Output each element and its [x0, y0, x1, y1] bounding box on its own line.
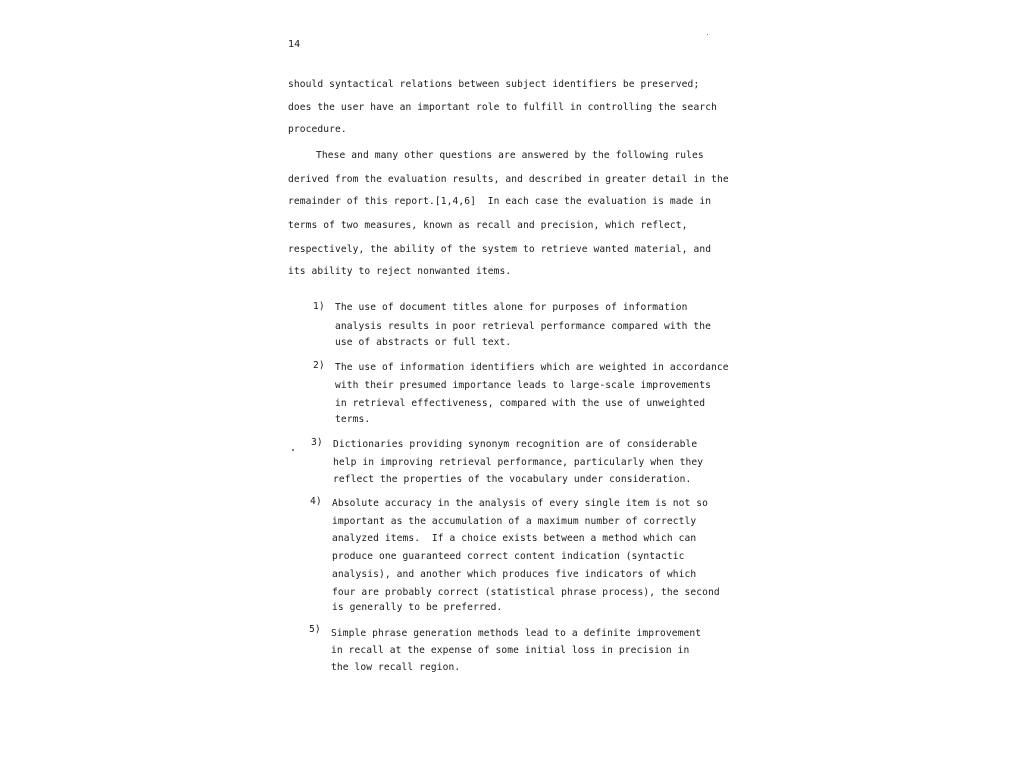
rule-line: terms.	[335, 414, 371, 425]
rule-line: Dictionaries providing synonym recognition are of considerable	[333, 439, 698, 450]
paragraph-line: respectively, the ability of the system to retrieve wanted material, and	[288, 244, 712, 255]
paragraph-line: terms of two measures, known as recall and precision, which reflect,	[288, 220, 688, 231]
rule-line: produce one guaranteed correct content indication (syntactic	[332, 551, 685, 562]
intro-line: procedure.	[288, 124, 347, 135]
rule-number: 4)	[310, 496, 322, 507]
rule-line: help in improving retrieval performance, particularly when they	[333, 457, 704, 468]
rule-line: analysis results in poor retrieval performance compared with the	[335, 321, 712, 332]
rule-number: 2)	[313, 360, 325, 371]
paragraph-line: remainder of this report.[1,4,6] In each case the evaluation is made in	[288, 196, 712, 207]
rule-line: in retrieval effectiveness, compared with the use of unweighted	[335, 398, 706, 409]
rule-line: four are probably correct (statistical phrase process), the second	[332, 587, 720, 598]
rule-line: Absolute accuracy in the analysis of every single item is not so	[332, 498, 709, 509]
rule-number: 1)	[313, 301, 325, 312]
rule-line: analysis), and another which produces five indicators of which	[332, 569, 697, 580]
rule-line: with their presumed importance leads to large-scale improvements	[335, 380, 712, 391]
rule-line: The use of document titles alone for purposes of information	[335, 302, 688, 313]
rule-line: in recall at the expense of some initial loss in precision in	[331, 645, 690, 656]
scan-speck	[707, 34, 708, 35]
rule-line: Simple phrase generation methods lead to a definite improvement	[331, 628, 702, 639]
paragraph-line: its ability to reject nonwanted items.	[288, 266, 512, 277]
rule-number: 5)	[309, 624, 321, 635]
rule-line: analyzed items. If a choice exists between a method which can	[332, 533, 697, 544]
intro-line: does the user have an important role to fulfill in controlling the search	[288, 102, 717, 113]
rule-line: use of abstracts or full text.	[335, 337, 512, 348]
scan-speck	[292, 449, 294, 451]
rule-line: The use of information identifiers which are weighted in accordance	[335, 362, 729, 373]
paragraph-line: These and many other questions are answered by the following rules	[316, 150, 704, 161]
rule-line: important as the accumulation of a maximum number of correctly	[332, 516, 697, 527]
rule-line: the low recall region.	[331, 662, 461, 673]
page-number: 14	[288, 39, 301, 50]
intro-line: should syntactical relations between subject identifiers be preserved;	[288, 79, 700, 90]
rule-line: reflect the properties of the vocabulary under consideration.	[333, 474, 692, 485]
paragraph-line: derived from the evaluation results, and described in greater detail in the	[288, 174, 729, 185]
rule-number: 3)	[311, 437, 323, 448]
rule-line: is generally to be preferred.	[332, 602, 503, 613]
